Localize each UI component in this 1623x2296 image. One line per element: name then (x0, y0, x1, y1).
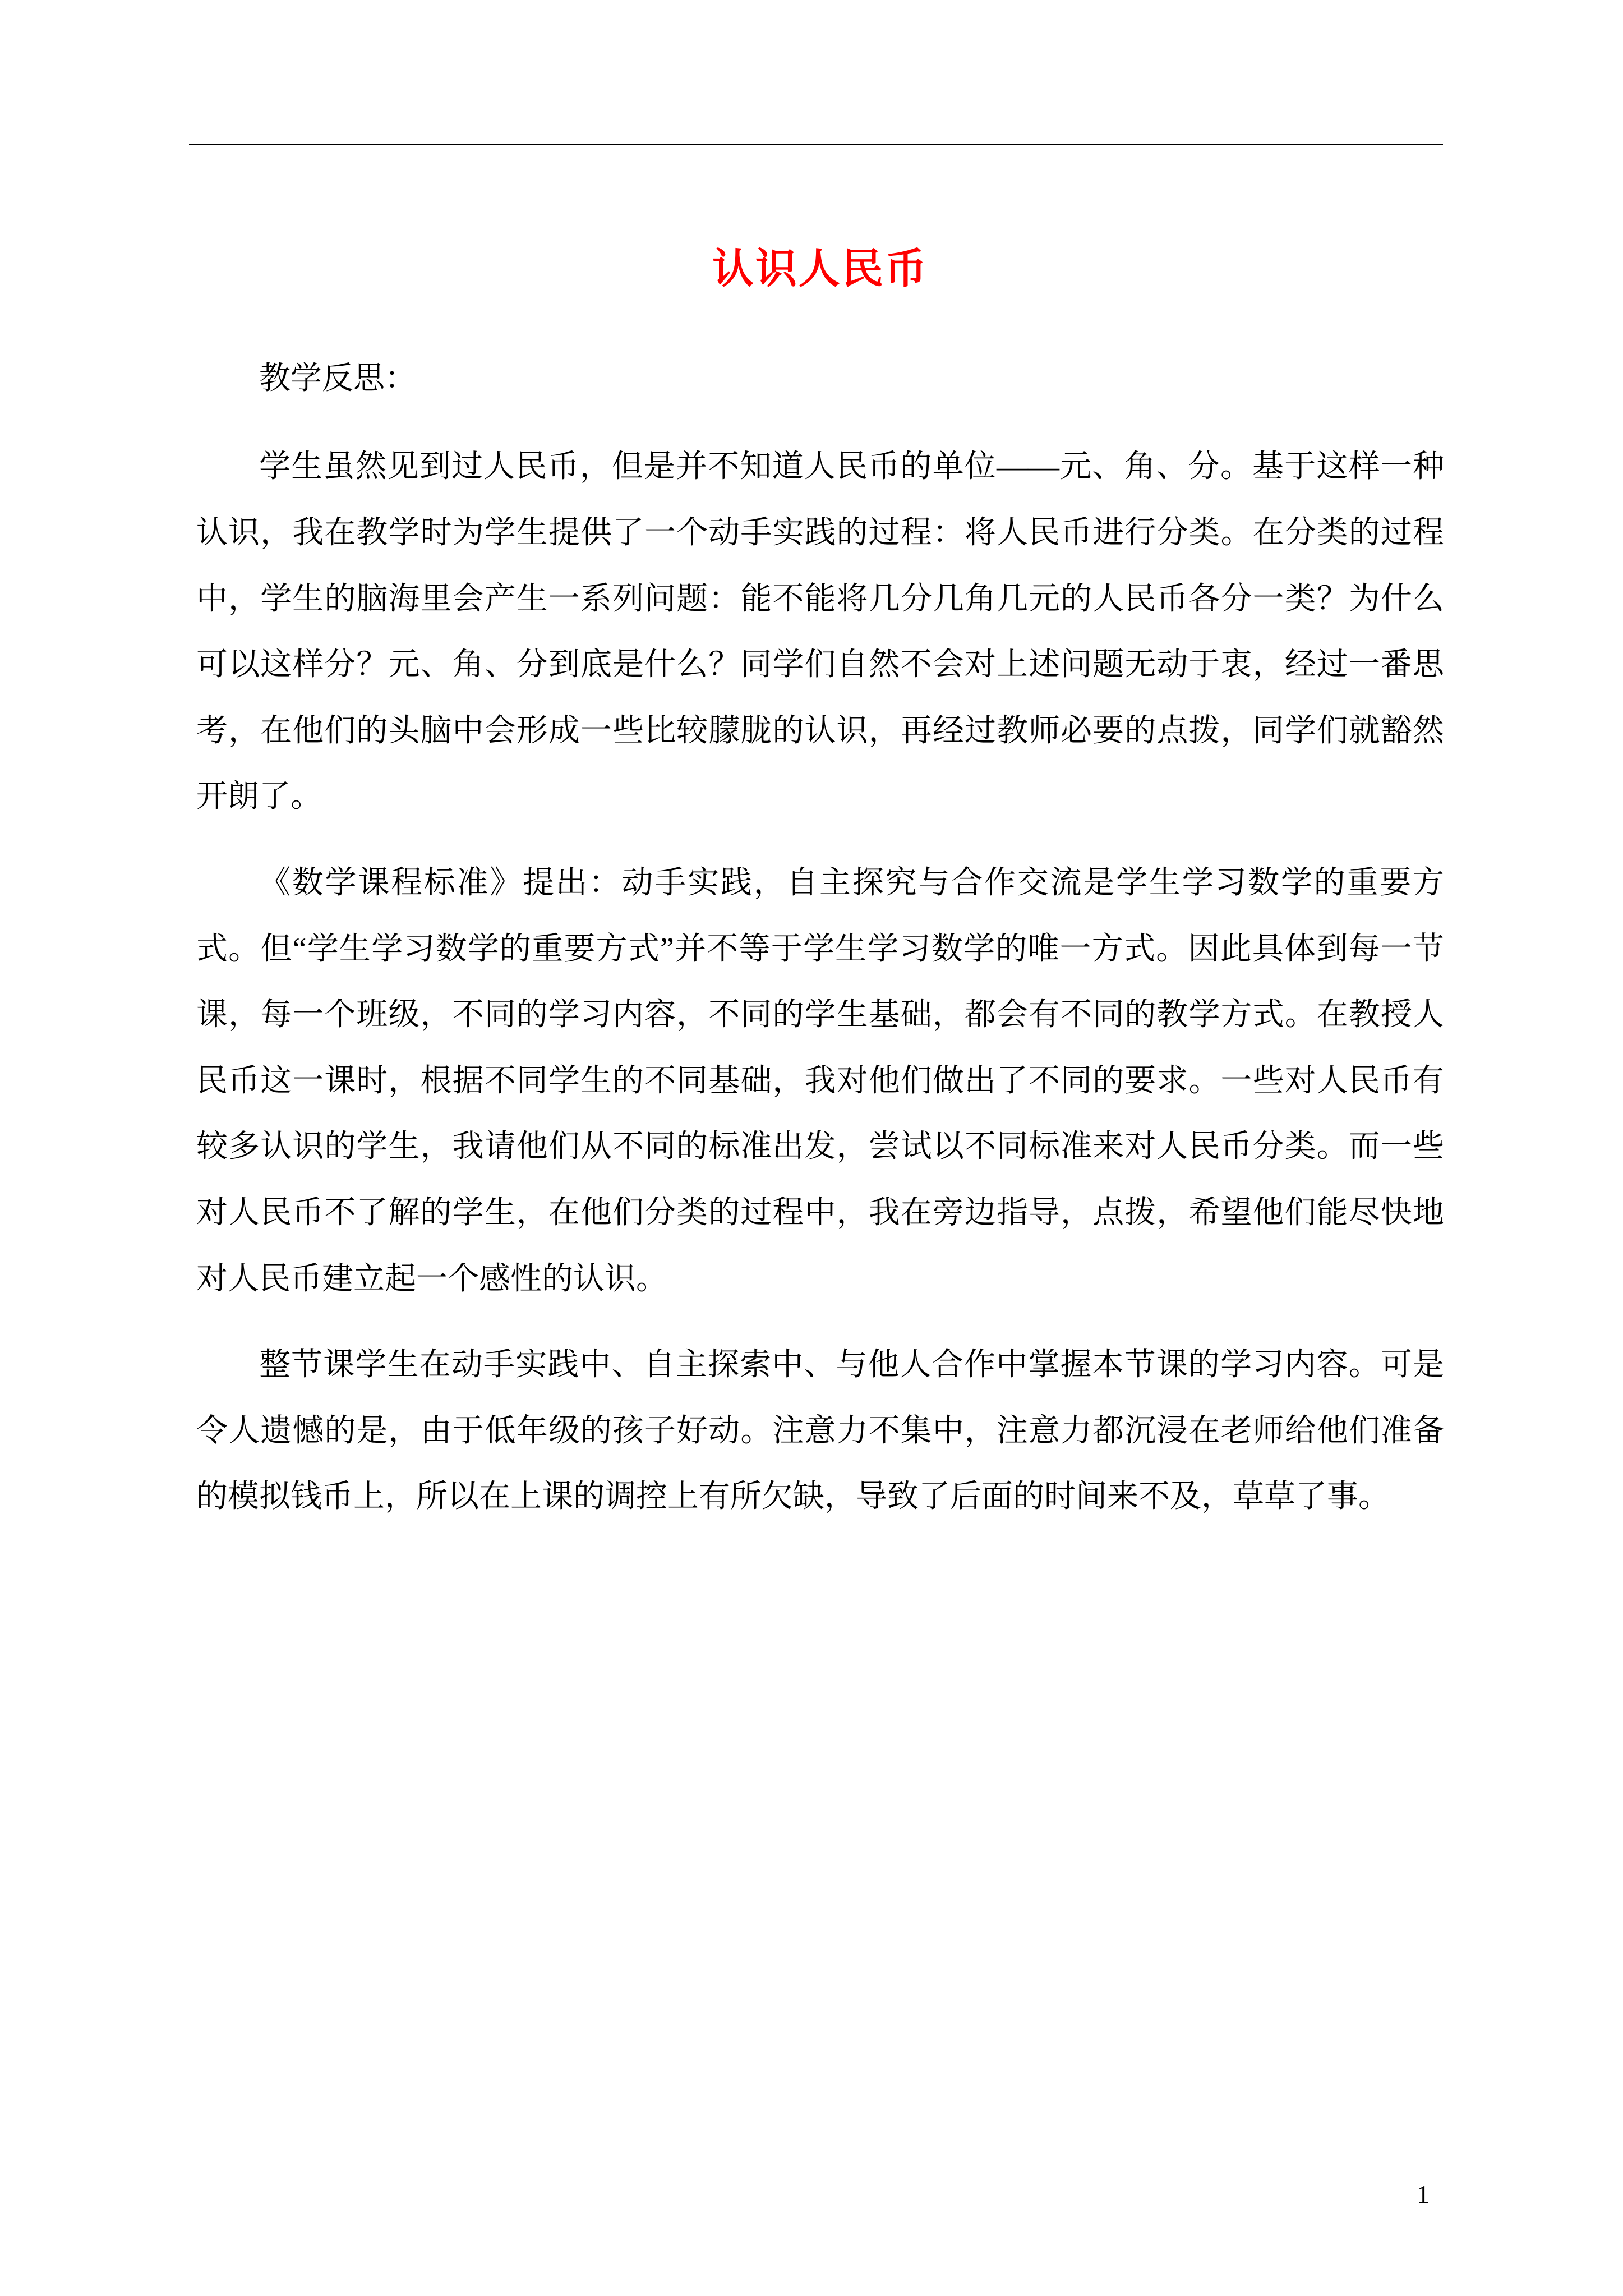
section-label: 教学反思： (259, 361, 416, 396)
paragraph: 学生虽然见到过人民币，但是并不知道人民币的单位——元、角、分。基于这样一种认识，我在教学时为学生提供了一个动手实践的过程：将人民币进行分类。在分类的过程中，学生的脑海里会产生一系列问题：能不能将几分几角几元的人民币各分一类？为什么可以这样分？元、角、分到底是什么？同学们自然不会对上述问题无动于衷，经过一番思考，在他们的头脑中会形成一些比较朦胧的认识，再经过教师必要的点拨，同学们就豁然开朗了。 (196, 449, 1444, 815)
paragraph: 《数学课程标准》提出：动手实践，自主探究与合作交流是学生学习数学的重要方式。但“学生学习数学的重要方式”并不等于学生学习数学的唯一方式。因此具体到每一节课，每一个班级，不同的学习内容，不同的学生基础，都会有不同的教学方式。在教授人民币这一课时，根据不同学生的不同基础，我对他们做出了不同的要求。一些对人民币有较多认识的学生，我请他们从不同的标准出发，尝试以不同标准来对人民币分类。而一些对人民币不了解的学生，在他们分类的过程中，我在旁边指导，点拨，希望他们能尽快地对人民币建立起一个感性的认识。 (196, 865, 1444, 1296)
paragraph: 整节课学生在动手实践中、自主探索中、与他人合作中掌握本节课的学习内容。可是令人遗憾的是，由于低年级的孩子好动。注意力不集中，注意力都沉浸在老师给他们准备的模拟钱币上，所以在上课的调控上有所欠缺，导致了后面的时间来不及，草草了事。 (196, 1347, 1444, 1515)
document-content (196, 236, 1444, 1550)
header-rule (189, 144, 1443, 145)
page-title: 认识人民币 (712, 246, 928, 292)
page-number: 1 (1417, 2180, 1430, 2208)
